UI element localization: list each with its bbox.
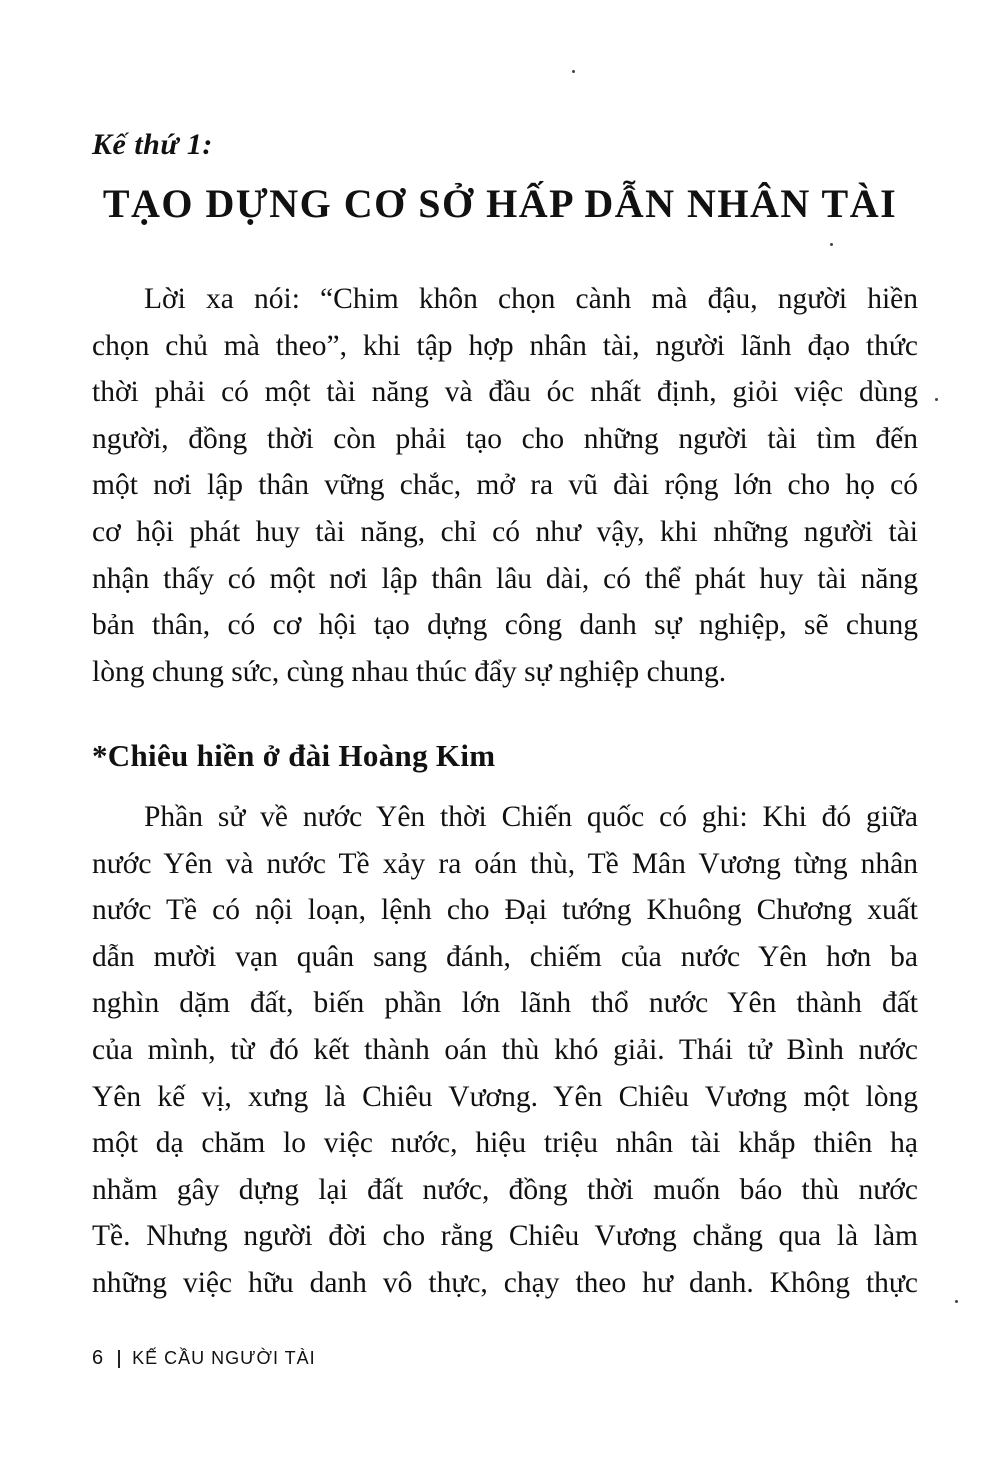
text-line: người, đồng thời còn phải tạo cho những người tài tìm đến — [92, 422, 918, 455]
text-line: dẫn mười vạn quân sang đánh, chiếm của nước Yên hơn ba — [92, 940, 918, 973]
scan-speck — [935, 398, 938, 401]
text-line: Lời xa nói: “Chim khôn chọn cành mà đậu, người hiền — [144, 283, 918, 315]
scan-speck — [955, 1300, 958, 1303]
text-line: một nơi lập thân vững chắc, mở ra vũ đài rộng lớn cho họ có — [92, 469, 918, 502]
text-line: nước Tề có nội loạn, lệnh cho Đại tướng Khuông Chương xuất — [92, 894, 918, 927]
text-line: nước Yên và nước Tề xảy ra oán thù, Tề Mân Vương từng nhân — [92, 847, 918, 880]
text-line: nghìn dặm đất, biến phần lớn lãnh thổ nước Yên thành đất — [92, 987, 918, 1020]
text-line: Tề. Nhưng người đời cho rằng Chiêu Vương chẳng qua là làm — [92, 1220, 918, 1253]
footer-separator — [118, 1350, 120, 1368]
page-number: 6 — [92, 1347, 105, 1369]
story-paragraph — [92, 794, 918, 1307]
text-line: Phần sử về nước Yên thời Chiến quốc có ghi: Khi đó giữa — [144, 801, 918, 833]
text-line: Yên kế vị, xưng là Chiêu Vương. Yên Chiêu Vương một lòng — [92, 1080, 918, 1113]
chapter-title: TẠO DỰNG CƠ SỞ HẤP DẪN NHÂN TÀI — [102, 181, 898, 226]
scan-speck — [572, 70, 575, 73]
text-line: cơ hội phát huy tài năng, chỉ có như vậy, khi những người tài — [92, 515, 918, 548]
text-line: của mình, từ đó kết thành oán thù khó giải. Thái tử Bình nước — [92, 1033, 918, 1066]
plan-label: Kế thứ 1: — [92, 128, 213, 161]
running-title: KẾ CẦU NGƯỜI TÀI — [132, 1348, 316, 1368]
section-heading: *Chiêu hiền ở đài Hoàng Kim — [92, 738, 496, 773]
text-line: thời phải có một tài năng và đầu óc nhất định, giỏi việc dùng — [92, 376, 918, 409]
text-line: lòng chung sức, cùng nhau thúc đẩy sự nghiệp chung. — [92, 655, 727, 688]
text-line: những việc hữu danh vô thực, chạy theo hư danh. Không thực — [92, 1266, 918, 1299]
text-line: nhận thấy có một nơi lập thân lâu dài, có thể phát huy tài năng — [92, 562, 918, 595]
text-line: nhằm gây dựng lại đất nước, đồng thời muốn báo thù nước — [92, 1173, 918, 1206]
text-line: chọn chủ mà theo”, khi tập hợp nhân tài, người lãnh đạo thức — [92, 329, 918, 362]
text-line: bản thân, có cơ hội tạo dựng công danh sự nghiệp, sẽ chung — [92, 609, 918, 642]
intro-paragraph — [92, 276, 918, 695]
scan-speck — [830, 243, 833, 246]
text-line: một dạ chăm lo việc nước, hiệu triệu nhân tài khắp thiên hạ — [92, 1127, 918, 1160]
page-footer — [92, 1347, 316, 1370]
